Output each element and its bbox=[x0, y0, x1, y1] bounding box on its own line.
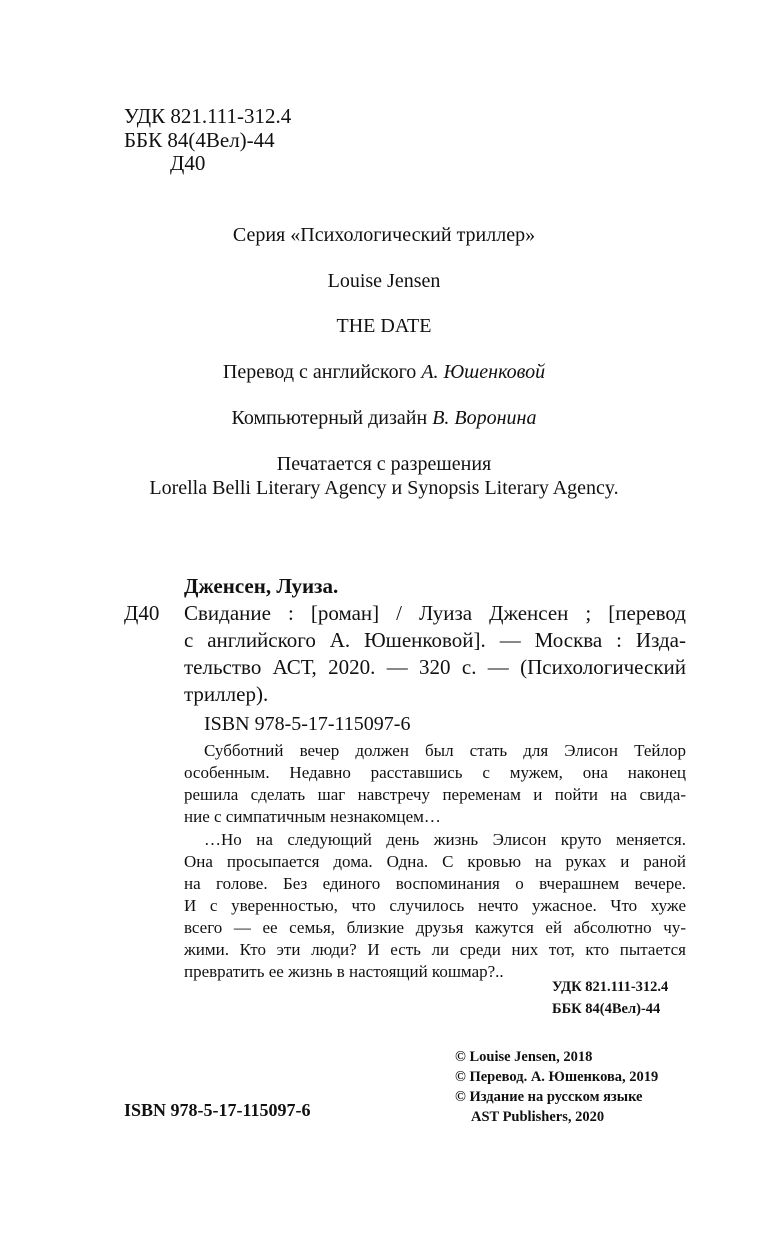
annotation-line: решила сделать шаг навстречу переменам и пойти на свида- bbox=[184, 785, 686, 804]
design-prefix: Компьютерный дизайн bbox=[231, 407, 433, 429]
annotation-line: Она просыпается дома. Одна. С кровью на руках и раной bbox=[184, 852, 686, 871]
annotation-bbk: ББК 84(4Вел)-44 bbox=[552, 1001, 661, 1017]
translator-name: А. Юшенковой bbox=[421, 361, 546, 383]
annotation-line: всего — ее семья, близкие друзья кажутся ей абсолютно чу- bbox=[184, 918, 686, 937]
card-description-line: триллер). bbox=[184, 682, 269, 706]
annotation-line: на голове. Без единого воспоминания о вчерашнем вечере. bbox=[184, 874, 686, 893]
permission-line-1: Печатается с разрешения bbox=[276, 453, 492, 475]
design-credit bbox=[0, 406, 768, 430]
annotation-line: ние с симпатичным незнакомцем… bbox=[184, 807, 441, 826]
annotation-line: …Но на следующий день жизнь Элисон круто меняется. bbox=[204, 830, 686, 849]
card-description-line: тельство АСТ, 2020. — 320 с. — (Психологический bbox=[184, 655, 686, 679]
annotation-line: особенным. Недавно расставшись с мужем, она наконец bbox=[184, 763, 686, 782]
bbk-code: ББК 84(4Вел)-44 bbox=[124, 128, 275, 152]
annotation-udk: УДК 821.111-312.4 bbox=[552, 979, 669, 995]
author-mark: Д40 bbox=[170, 151, 206, 175]
annotation-line: Субботний вечер должен был стать для Элисон Тейлор bbox=[204, 741, 686, 760]
copyright-line: © Louise Jensen, 2018 bbox=[455, 1049, 593, 1065]
copyright-line: © Издание на русском языке bbox=[455, 1089, 643, 1105]
footer-isbn: ISBN 978-5-17-115097-6 bbox=[124, 1100, 311, 1120]
translation-prefix: Перевод с английского bbox=[222, 361, 422, 383]
original-author: Louise Jensen bbox=[327, 270, 441, 292]
annotation-line: превратить ее жизнь в настоящий кошмар?.. bbox=[184, 962, 504, 981]
card-author-heading: Дженсен, Луиза. bbox=[184, 574, 339, 598]
designer-name: В. Воронина bbox=[432, 407, 537, 429]
copyright-line: AST Publishers, 2020 bbox=[471, 1109, 605, 1125]
annotation-line: И с уверенностью, что случилось нечто ужасное. Что хуже bbox=[184, 896, 686, 915]
permission-line-2: Lorella Belli Literary Agency и Synopsis Literary Agency. bbox=[149, 477, 619, 499]
original-title: THE DATE bbox=[336, 315, 432, 337]
udk-code: УДК 821.111-312.4 bbox=[124, 104, 292, 128]
card-author-mark: Д40 bbox=[124, 601, 160, 625]
series-line: Серия «Психологический триллер» bbox=[232, 224, 536, 246]
card-description-line: Свидание : [роман] / Луиза Дженсен ; [перевод bbox=[184, 601, 686, 625]
translation-credit bbox=[0, 360, 768, 384]
card-isbn: ISBN 978-5-17-115097-6 bbox=[204, 713, 411, 735]
card-description-line: с английского А. Юшенковой]. — Москва : Изда- bbox=[184, 628, 686, 652]
annotation-line: жими. Кто эти люди? И есть ли среди них тот, кто пытается bbox=[184, 940, 686, 959]
copyright-line: © Перевод. А. Юшенкова, 2019 bbox=[455, 1069, 659, 1085]
